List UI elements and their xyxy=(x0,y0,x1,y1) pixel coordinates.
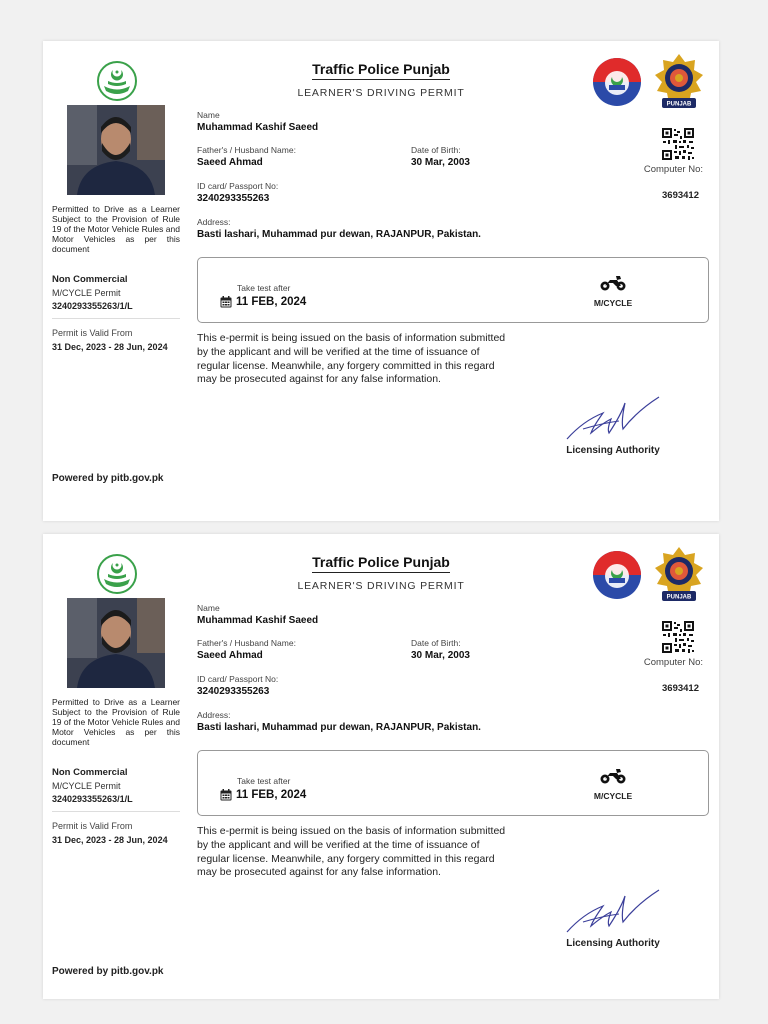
valid-value: 31 Dec, 2023 - 28 Jun, 2024 xyxy=(52,835,168,845)
signature-icon xyxy=(563,393,663,443)
left-divider xyxy=(52,811,180,812)
permit-number: 3240293355263/1/L xyxy=(52,794,133,804)
father-label: Father's / Husband Name: xyxy=(197,145,296,155)
licensing-authority: Licensing Authority xyxy=(566,445,660,456)
qr-code-icon xyxy=(661,127,695,161)
motorcycle-icon xyxy=(600,766,626,784)
address-value: Basti lashari, Muhammad pur dewan, RAJANPUR, Pakistan. xyxy=(197,229,481,240)
valid-label: Permit is Valid From xyxy=(52,821,133,831)
calendar-icon xyxy=(220,789,232,801)
applicant-photo xyxy=(67,598,165,688)
address-value: Basti lashari, Muhammad pur dewan, RAJANPUR, Pakistan. xyxy=(197,722,481,733)
traffic-police-emblem-icon xyxy=(654,53,704,111)
powered-by: Powered by pitb.gov.pk xyxy=(52,473,164,484)
permit-title: Traffic Police Punjab xyxy=(43,61,719,77)
computer-label: Computer No: xyxy=(643,657,703,668)
permit-number: 3240293355263/1/L xyxy=(52,301,133,311)
permit-card xyxy=(43,41,719,521)
name-label: Name xyxy=(197,110,220,120)
address-label: Address: xyxy=(197,710,231,720)
valid-label: Permit is Valid From xyxy=(52,328,133,338)
calendar-icon xyxy=(220,296,232,308)
computer-label: Computer No: xyxy=(643,164,703,175)
svg-text:PUNJAB: PUNJAB xyxy=(666,594,692,601)
motorcycle-icon xyxy=(600,273,626,291)
permit-title: Traffic Police Punjab xyxy=(43,554,719,570)
permit-subtitle: LEARNER'S DRIVING PERMIT xyxy=(297,580,465,592)
computer-value: 3693412 xyxy=(662,190,699,201)
permit-card-copy xyxy=(43,534,719,999)
permit-category: Non Commercial xyxy=(52,767,128,778)
id-label: ID card/ Passport No: xyxy=(197,181,279,191)
permit-type: M/CYCLE Permit xyxy=(52,781,121,791)
test-info-box xyxy=(197,257,709,323)
dob-value: 30 Mar, 2003 xyxy=(411,650,470,661)
test-date: 11 FEB, 2024 xyxy=(236,789,307,801)
id-value: 3240293355263 xyxy=(197,193,270,204)
punjab-police-badge-icon xyxy=(592,57,642,107)
punjab-police-badge-icon xyxy=(592,550,642,600)
vehicle-label: M/CYCLE xyxy=(593,298,633,308)
permit-subtitle: LEARNER'S DRIVING PERMIT xyxy=(297,87,465,99)
permitted-text: Permitted to Drive as a Learner Subject to the Provision of Rule 19 of the Motor Vehicle Rules and Motor Vehicles as per this document xyxy=(52,204,180,254)
valid-value: 31 Dec, 2023 - 28 Jun, 2024 xyxy=(52,342,168,352)
test-date: 11 FEB, 2024 xyxy=(236,296,307,308)
disclaimer-text: This e-permit is being issued on the basis of information submitted by the applicant and will be verified at the time of issuance of regular license. Meanwhile, any forgery committed in this regard may be prosecuted against for any false information. xyxy=(197,825,506,879)
permit-type: M/CYCLE Permit xyxy=(52,288,121,298)
licensing-authority: Licensing Authority xyxy=(566,938,660,949)
computer-value: 3693412 xyxy=(662,683,699,694)
applicant-photo xyxy=(67,105,165,195)
dob-value: 30 Mar, 2003 xyxy=(411,157,470,168)
left-divider xyxy=(52,318,180,319)
test-info-box xyxy=(197,750,709,816)
father-label: Father's / Husband Name: xyxy=(197,638,296,648)
permit-category: Non Commercial xyxy=(52,274,128,285)
address-label: Address: xyxy=(197,217,231,227)
disclaimer-text: This e-permit is being issued on the basis of information submitted by the applicant and will be verified at the time of issuance of regular license. Meanwhile, any forgery committed in this regard may be prosecuted against for any false information. xyxy=(197,332,506,386)
svg-text:PUNJAB: PUNJAB xyxy=(666,101,692,108)
dob-label: Date of Birth: xyxy=(411,638,461,648)
father-value: Saeed Ahmad xyxy=(197,650,263,661)
test-label: Take test after xyxy=(237,776,291,786)
powered-by: Powered by pitb.gov.pk xyxy=(52,966,164,977)
id-value: 3240293355263 xyxy=(197,686,270,697)
name-value: Muhammad Kashif Saeed xyxy=(197,615,319,626)
vehicle-label: M/CYCLE xyxy=(593,791,633,801)
name-label: Name xyxy=(197,603,220,613)
qr-code-icon xyxy=(661,620,695,654)
father-value: Saeed Ahmad xyxy=(197,157,263,168)
signature-icon xyxy=(563,886,663,936)
id-label: ID card/ Passport No: xyxy=(197,674,279,684)
name-value: Muhammad Kashif Saeed xyxy=(197,122,319,133)
permitted-text: Permitted to Drive as a Learner Subject to the Provision of Rule 19 of the Motor Vehicle Rules and Motor Vehicles as per this document xyxy=(52,697,180,747)
dob-label: Date of Birth: xyxy=(411,145,461,155)
test-label: Take test after xyxy=(237,283,291,293)
traffic-police-emblem-icon xyxy=(654,546,704,604)
